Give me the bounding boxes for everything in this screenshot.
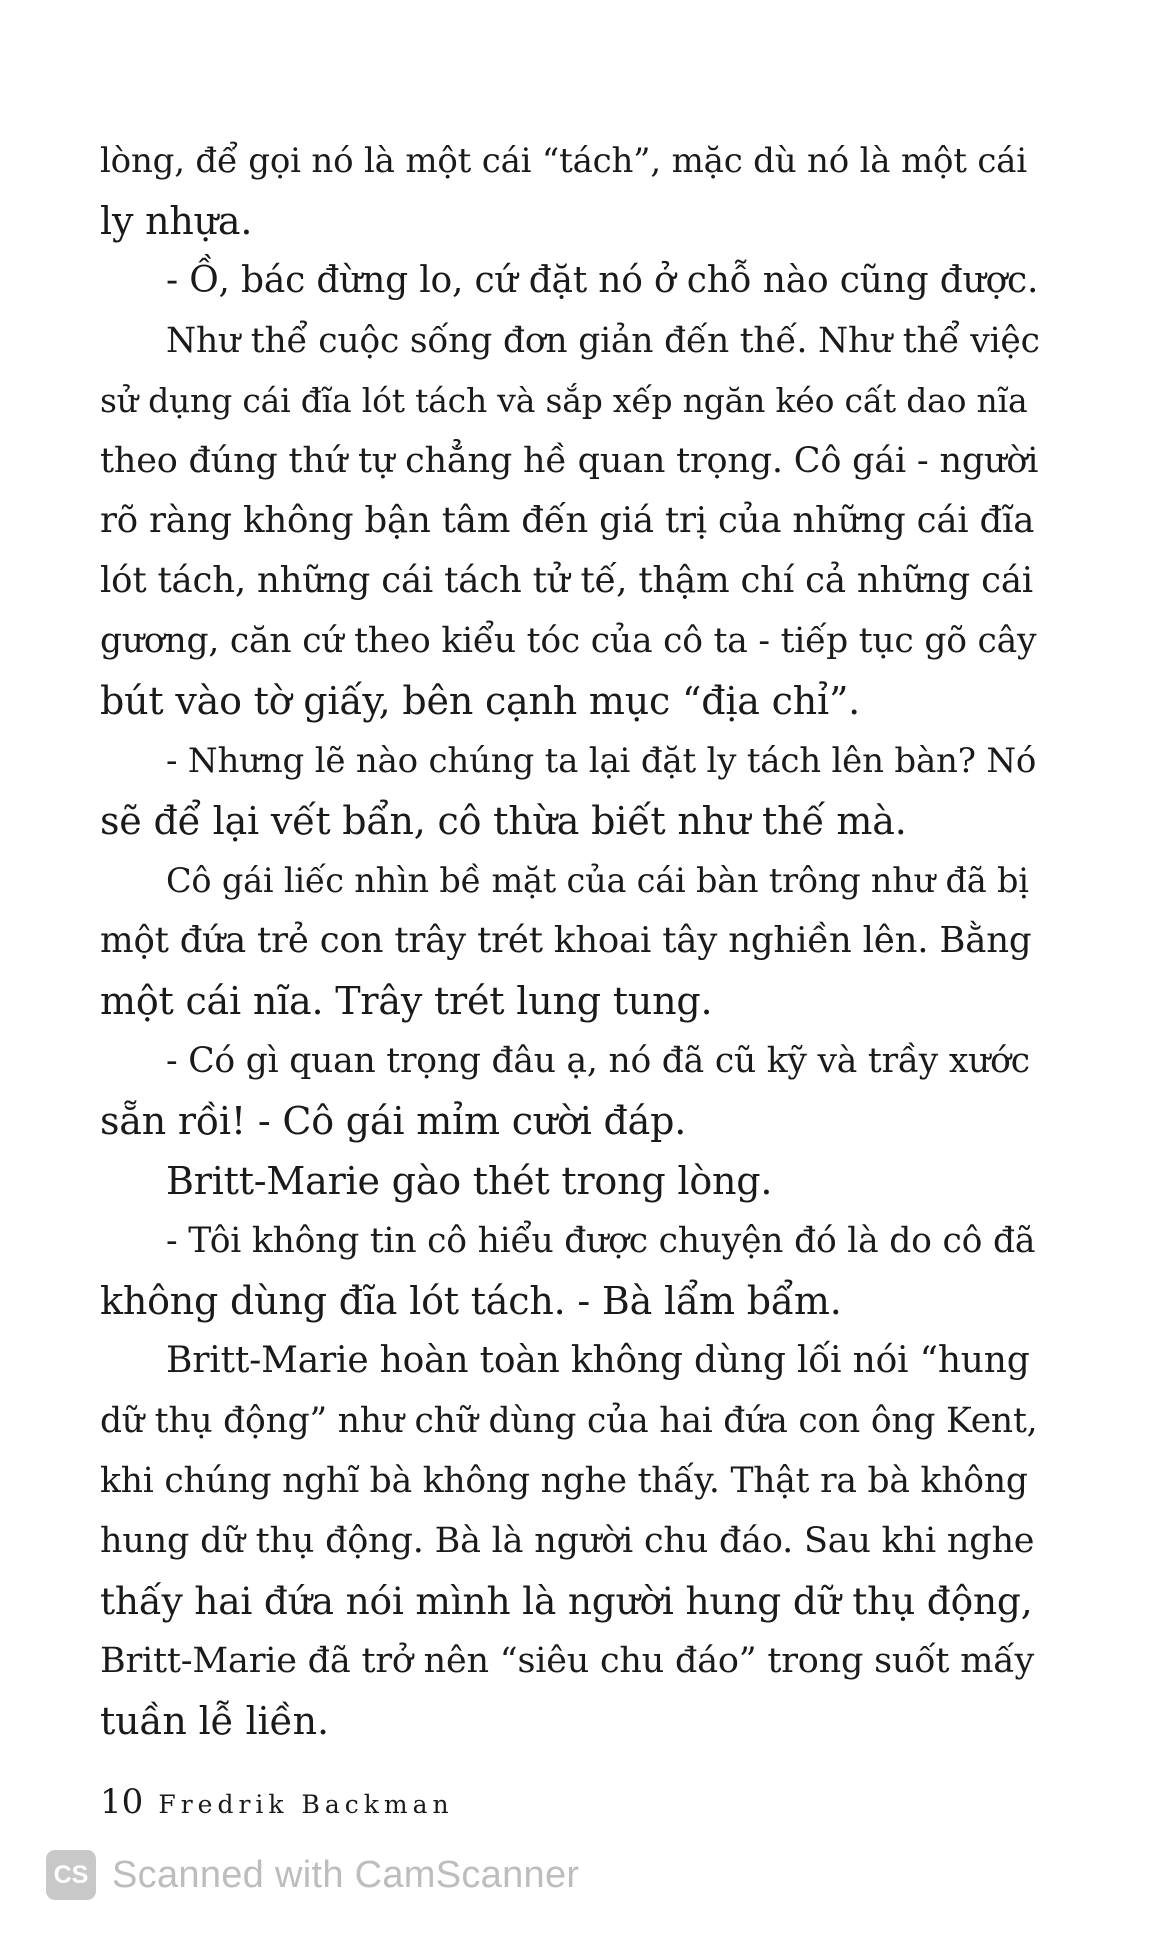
text-line: sẵn rồi! - Cô gái mỉm cười đáp. bbox=[100, 1099, 687, 1143]
text-line: ly nhựa. bbox=[100, 199, 253, 243]
text-line: - Có gì quan trọng đâu ạ, nó đã cũ kỹ và trầy xước bbox=[166, 1041, 1030, 1081]
camscanner-watermark bbox=[46, 1850, 579, 1900]
text-line: khi chúng nghĩ bà không nghe thấy. Thật ra bà không bbox=[100, 1461, 1028, 1501]
text-line: dữ thụ động” như chữ dùng của hai đứa con ông Kent, bbox=[100, 1401, 1038, 1441]
text-line: Britt-Marie hoàn toàn không dùng lối nói “hung bbox=[166, 1340, 1030, 1381]
text-line: - Nhưng lẽ nào chúng ta lại đặt ly tách lên bàn? Nó bbox=[166, 741, 1037, 781]
text-line: sử dụng cái đĩa lót tách và sắp xếp ngăn kéo cất dao nĩa bbox=[100, 381, 1028, 420]
text-line: một cái nĩa. Trây trét lung tung. bbox=[100, 979, 713, 1023]
watermark-text: Scanned with CamScanner bbox=[112, 1853, 580, 1896]
text-line: lót tách, những cái tách tử tế, thậm chí cả những cái bbox=[100, 560, 1033, 601]
text-line: gương, căn cứ theo kiểu tóc của cô ta - tiếp tục gõ cây bbox=[100, 621, 1037, 661]
text-line: theo đúng thứ tự chẳng hề quan trọng. Cô gái - người bbox=[100, 441, 1039, 481]
text-line: rõ ràng không bận tâm đến giá trị của những cái đĩa bbox=[100, 500, 1035, 541]
text-line: thấy hai đứa nói mình là người hung dữ thụ động, bbox=[100, 1579, 1033, 1623]
text-line: Như thể cuộc sống đơn giản đến thế. Như thể việc bbox=[166, 321, 1040, 361]
text-line: tuần lễ liền. bbox=[100, 1699, 329, 1743]
text-line: Britt-Marie gào thét trong lòng. bbox=[166, 1159, 773, 1203]
body-text bbox=[100, 131, 1040, 1751]
page-footer bbox=[100, 1782, 454, 1822]
text-line: - Ồ, bác đừng lo, cứ đặt nó ở chỗ nào cũng được. bbox=[166, 260, 1039, 301]
camscanner-logo-icon: CS bbox=[46, 1850, 96, 1900]
text-line: lòng, để gọi nó là một cái “tách”, mặc dù nó là một cái bbox=[100, 141, 1027, 181]
text-line: hung dữ thụ động. Bà là người chu đáo. Sau khi nghe bbox=[100, 1521, 1035, 1561]
text-line: Cô gái liếc nhìn bề mặt của cái bàn trông như đã bị bbox=[166, 861, 1029, 900]
text-line: không dùng đĩa lót tách. - Bà lẩm bẩm. bbox=[100, 1279, 842, 1323]
text-line: - Tôi không tin cô hiểu được chuyện đó là do cô đã bbox=[166, 1221, 1036, 1261]
page-number: 10 bbox=[100, 1782, 144, 1822]
text-line: Britt-Marie đã trở nên “siêu chu đáo” trong suốt mấy bbox=[100, 1641, 1035, 1681]
author-name: Fredrik Backman bbox=[158, 1790, 454, 1819]
text-line: sẽ để lại vết bẩn, cô thừa biết như thế mà. bbox=[100, 799, 907, 843]
text-line: bút vào tờ giấy, bên cạnh mục “địa chỉ”. bbox=[100, 679, 861, 723]
text-line: một đứa trẻ con trây trét khoai tây nghiền lên. Bằng bbox=[100, 920, 1032, 961]
